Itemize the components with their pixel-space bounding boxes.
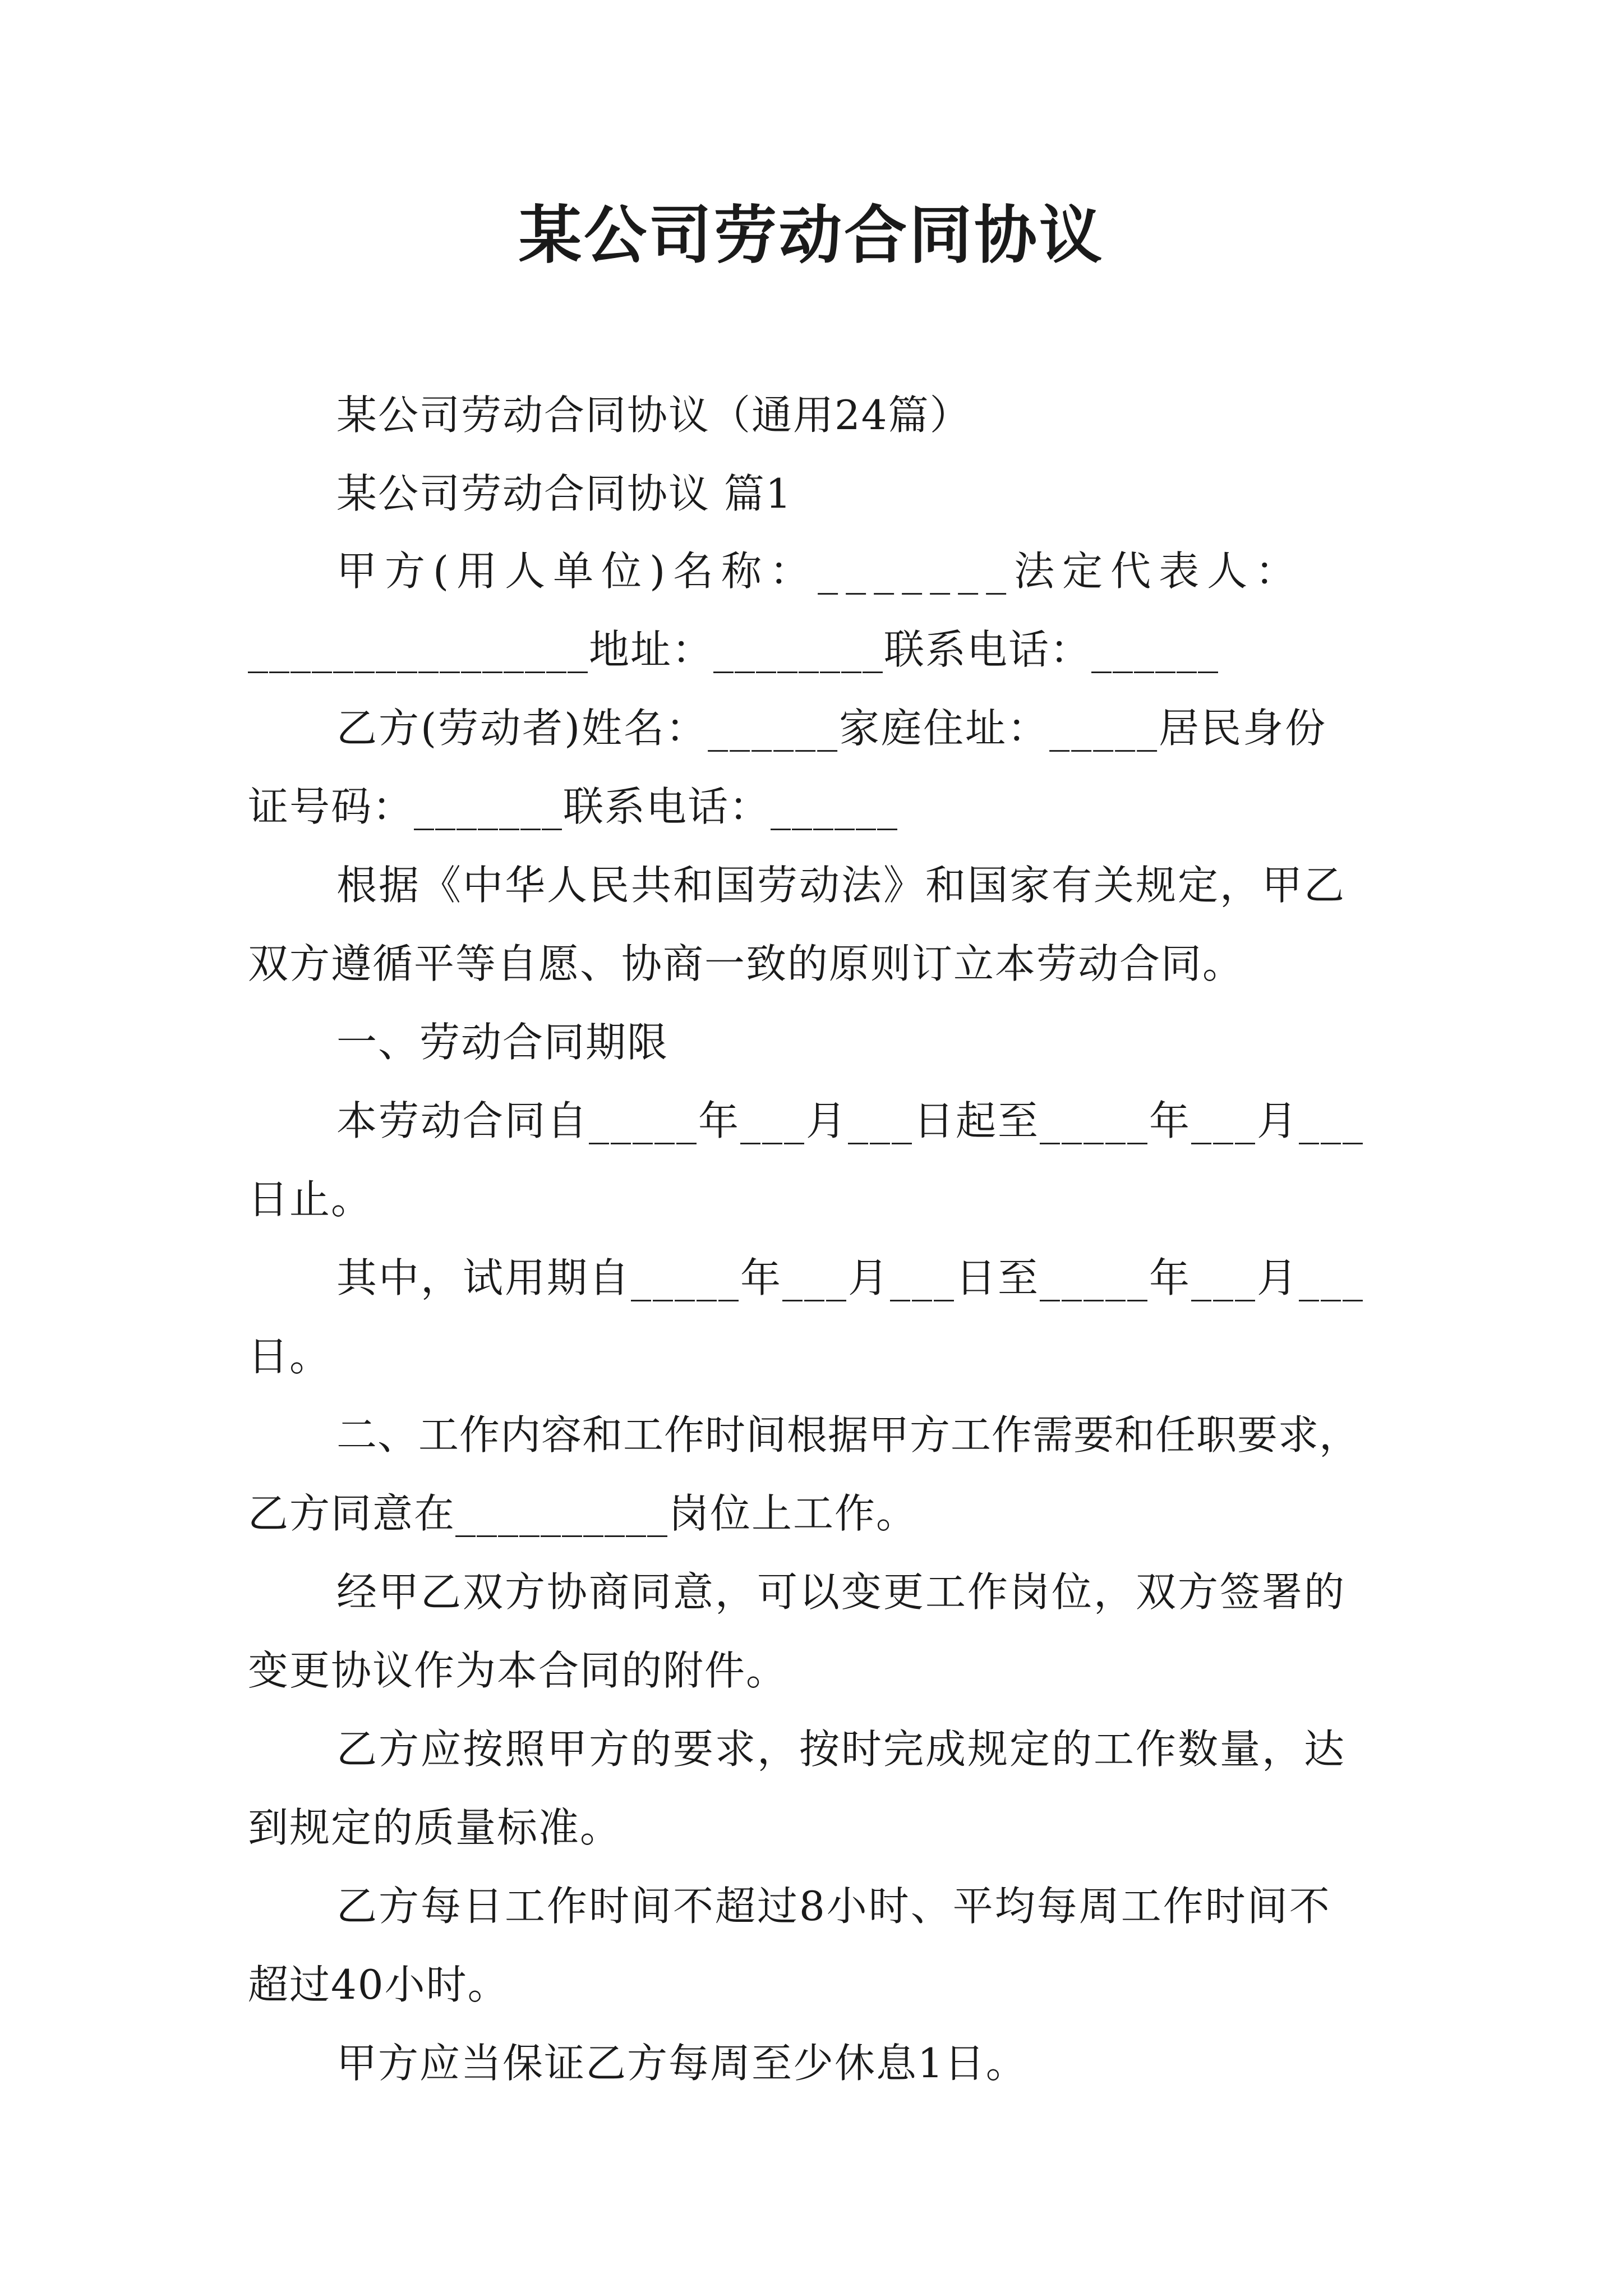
party-a-line-2: ________________地址：________联系电话：______ xyxy=(248,626,1220,673)
paragraph-basis-1: 根据《中华人民共和国劳动法》和国家有关规定，甲乙 xyxy=(336,862,1347,909)
party-b-line-1: 乙方(劳动者)姓名：______家庭住址：_____居民身份 xyxy=(336,705,1327,752)
probation-line-2: 日。 xyxy=(248,1333,331,1380)
work-hours-line-1: 乙方每日工作时间不超过8小时、平均每周工作时间不 xyxy=(336,1883,1331,1930)
work-hours-line-2: 超过40小时。 xyxy=(248,1961,509,2008)
rest-day-line: 甲方应当保证乙方每周至少休息1日。 xyxy=(336,2040,1027,2087)
clause-2-line-2: 乙方同意在__________岗位上工作。 xyxy=(248,1490,918,1537)
paragraph-basis-2: 双方遵循平等自愿、协商一致的原则订立本劳动合同。 xyxy=(248,940,1244,987)
party-b-line-2: 证号码：_______联系电话：______ xyxy=(248,783,899,830)
section-heading: 某公司劳动合同协议 篇1 xyxy=(336,470,792,517)
probation-line-1: 其中，试用期自_____年___月___日至_____年___月___ xyxy=(336,1254,1365,1301)
position-change-line-2: 变更协议作为本合同的附件。 xyxy=(248,1647,788,1694)
work-quota-line-2: 到规定的质量标准。 xyxy=(248,1804,622,1851)
contract-term-line-1: 本劳动合同自_____年___月___日起至_____年___月___ xyxy=(336,1097,1365,1144)
position-change-line-1: 经甲乙双方协商同意，可以变更工作岗位，双方签署的 xyxy=(336,1568,1347,1616)
clause-2-line-1: 二、工作内容和工作时间根据甲方工作需要和任职要求， xyxy=(336,1411,1361,1458)
party-a-line-1: 甲方(用人单位)名称：_______法定代表人： xyxy=(336,547,1304,595)
document-subtitle: 某公司劳动合同协议（通用24篇） xyxy=(336,392,971,439)
contract-term-line-2: 日止。 xyxy=(248,1176,373,1223)
clause-1-heading: 一、劳动合同期限 xyxy=(336,1019,669,1066)
work-quota-line-1: 乙方应按照甲方的要求，按时完成规定的工作数量，达 xyxy=(336,1726,1347,1773)
document-title: 某公司劳动合同协议 xyxy=(519,199,1104,272)
